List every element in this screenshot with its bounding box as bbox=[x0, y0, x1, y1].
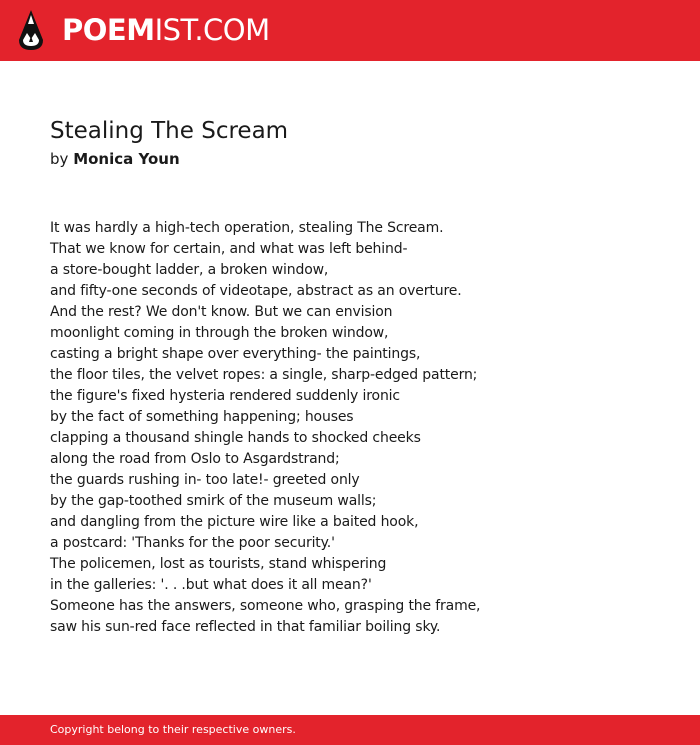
logo-light-text: IST bbox=[154, 13, 195, 47]
poem-line: saw his sun-red face reflected in that familiar boiling sky. bbox=[50, 619, 441, 635]
poem-line: by the fact of something happening; houses bbox=[50, 409, 354, 425]
poem-body bbox=[50, 218, 480, 638]
logo-domain-text: .COM bbox=[194, 13, 270, 47]
poem-line: casting a bright shape over everything- the paintings, bbox=[50, 346, 421, 362]
author-name: Monica Youn bbox=[73, 150, 180, 168]
poem-line: a postcard: 'Thanks for the poor security.' bbox=[50, 535, 335, 551]
poem-line: moonlight coming in through the broken window, bbox=[50, 325, 389, 341]
site-header bbox=[0, 0, 700, 61]
site-footer bbox=[0, 715, 700, 745]
poem-line: Someone has the answers, someone who, grasping the frame, bbox=[50, 598, 481, 614]
poem-line: the figure's fixed hysteria rendered suddenly ironic bbox=[50, 388, 400, 404]
poem-line: the guards rushing in- too late!- greeted only bbox=[50, 472, 360, 488]
poem-line: It was hardly a high-tech operation, stealing The Scream. bbox=[50, 220, 444, 236]
poem-line: a store-bought ladder, a broken window, bbox=[50, 262, 329, 278]
poem-byline bbox=[50, 148, 180, 170]
poem-line: and fifty-one seconds of videotape, abstract as an overture. bbox=[50, 283, 462, 299]
poem-line: the floor tiles, the velvet ropes: a single, sharp-edged pattern; bbox=[50, 367, 478, 383]
site-logo-link[interactable] bbox=[62, 12, 270, 48]
logo-bold-text: POEM bbox=[62, 13, 155, 47]
copyright-notice: Copyright belong to their respective owners. bbox=[50, 723, 296, 736]
poem-line: and dangling from the picture wire like a baited hook, bbox=[50, 514, 419, 530]
poem-line: by the gap-toothed smirk of the museum walls; bbox=[50, 493, 377, 509]
poem-line: along the road from Oslo to Asgardstrand; bbox=[50, 451, 340, 467]
poem-line: That we know for certain, and what was left behind- bbox=[50, 241, 408, 257]
poem-line: The policemen, lost as tourists, stand whispering bbox=[50, 556, 387, 572]
poem-line: in the galleries: '. . .but what does it all mean?' bbox=[50, 577, 372, 593]
byline-prefix: by bbox=[50, 150, 69, 168]
poem-line: clapping a thousand shingle hands to shocked cheeks bbox=[50, 430, 421, 446]
pencil-tip-icon[interactable] bbox=[17, 9, 45, 51]
poem-line: And the rest? We don't know. But we can envision bbox=[50, 304, 393, 320]
poem-title: Stealing The Scream bbox=[50, 118, 289, 144]
